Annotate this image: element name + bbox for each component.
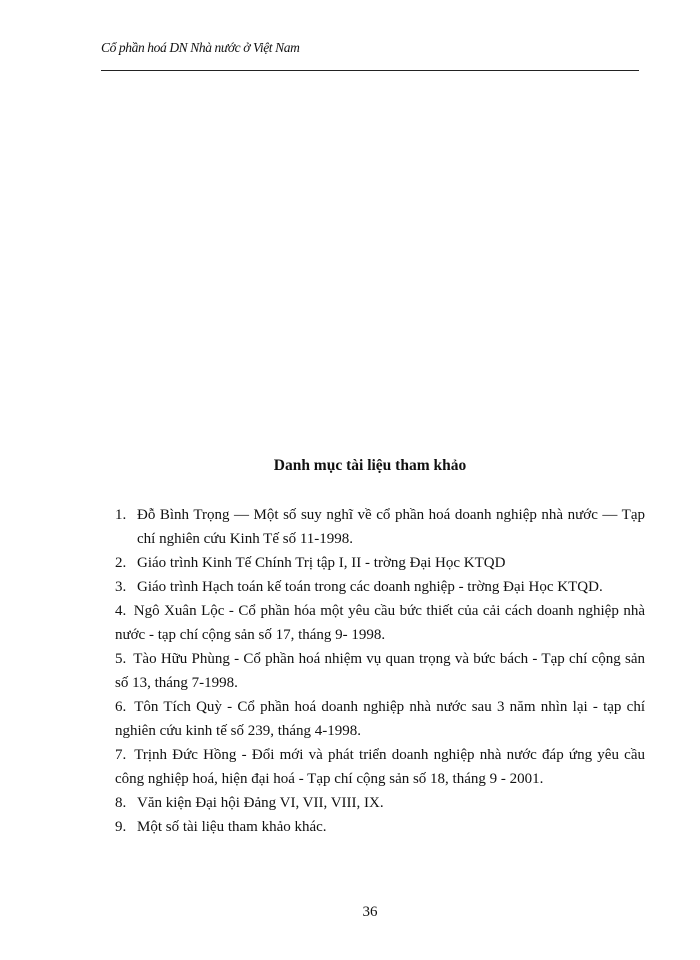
running-header: Cổ phần hoá DN Nhà nước ở Việt Nam <box>101 40 300 55</box>
reference-number: 7. <box>115 747 127 763</box>
reference-text: Giáo trình Kinh Tế Chính Trị tập I, II - trờng Đại Học KTQD <box>137 555 506 571</box>
reference-text: Trịnh Đức Hồng - Đổi mới và phát triển doanh nghiệp nhà nước đáp ứng yêu cầu công nghiệp hoá, hiện đại hoá - Tạp chí cộng sản số 18, tháng 9 - 2001. <box>115 747 645 787</box>
references-title: Danh mục tài liệu tham khảo <box>273 457 467 474</box>
reference-item <box>115 743 645 791</box>
reference-number: 9. <box>115 819 127 835</box>
reference-text: Tôn Tích Quỳ - Cổ phần hoá doanh nghiệp nhà nước sau 3 năm nhìn lại - tạp chí nghiên cứu kinh tế số 239, tháng 4-1998. <box>115 699 645 739</box>
page-number: 36 <box>362 904 378 920</box>
reference-item <box>115 575 645 599</box>
reference-item <box>115 599 645 647</box>
reference-text: Ngô Xuân Lộc - Cổ phần hóa một yêu cầu bức thiết của cải cách doanh nghiệp nhà nước - tạp chí cộng sản số 17, tháng 9- 1998. <box>115 603 645 643</box>
reference-number: 4. <box>115 603 127 619</box>
reference-number: 6. <box>115 699 127 715</box>
reference-number: 5. <box>115 651 127 667</box>
reference-text: Đỗ Bình Trọng — Một số suy nghĩ về cổ phần hoá doanh nghiệp nhà nước — Tạp chí nghiên cứu Kinh Tế số 11-1998. <box>137 507 645 547</box>
reference-text: Một số tài liệu tham khảo khác. <box>137 819 327 835</box>
reference-item <box>115 647 645 695</box>
reference-item <box>115 503 645 551</box>
reference-list <box>115 503 645 839</box>
reference-number: 8. <box>115 795 127 811</box>
reference-item <box>115 791 645 815</box>
reference-text: Giáo trình Hạch toán kế toán trong các doanh nghiệp - trờng Đại Học KTQD. <box>137 579 603 595</box>
reference-item <box>115 695 645 743</box>
reference-item <box>115 551 645 575</box>
header-rule <box>101 70 639 71</box>
reference-number: 1. <box>115 507 127 523</box>
reference-item <box>115 815 645 839</box>
reference-number: 3. <box>115 579 127 595</box>
reference-text: Văn kiện Đại hội Đảng VI, VII, VIII, IX. <box>137 795 384 811</box>
reference-number: 2. <box>115 555 127 571</box>
reference-text: Tào Hữu Phùng - Cổ phần hoá nhiệm vụ quan trọng và bức bách - Tạp chí cộng sản số 13, tháng 7-1998. <box>115 651 645 691</box>
